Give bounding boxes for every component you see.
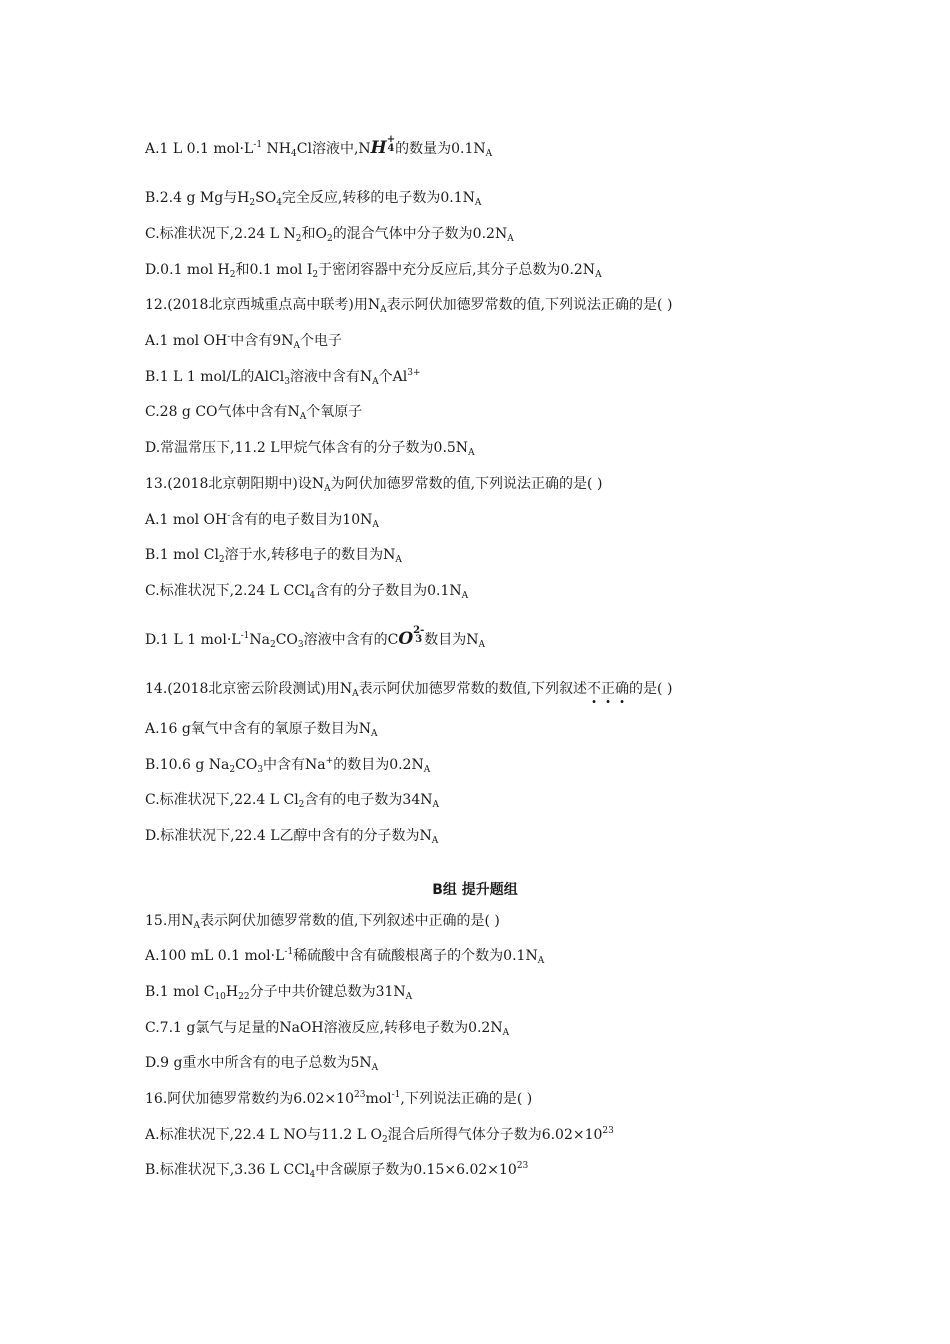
q16-option-a: A.标准状况下,22.4 L NO与11.2 L $O_2$混合后所得气体分子数为$6.02\times 10^{23}$ bbox=[145, 1126, 614, 1145]
q13-stem: 13.(2018北京朝阳期中)设$N_A$为阿伏加德罗常数的值,下列说法正确的是( ) bbox=[145, 476, 603, 494]
emphasis-char: 确 bbox=[615, 681, 630, 697]
q14-stem: 14.(2018北京密云阶段测试)用$N_A$表示阿伏加德罗常数的数值,下列叙述不正确的是( ) bbox=[145, 681, 673, 699]
q14-option-a: A.16 g氧气中含有的氧原子数目为$N_A$ bbox=[145, 721, 378, 739]
ammonium-ion-formula: H bbox=[370, 138, 387, 158]
q14-option-d: D.标准状况下,22.4 L乙醇中含有的分子数为$N_A$ bbox=[145, 828, 439, 846]
carbonate-ion-charge: 2- 3 bbox=[413, 625, 425, 645]
q11-option-a: A.1 L 0.1 $mol\cdot L^{-1}$ $NH_4Cl$溶液中,NH+ 4的数量为$0.1N_A$ bbox=[145, 134, 493, 159]
q11-option-d: D.0.1 mol $H_2$和0.1 mol $I_2$于密闭容器中充分反应后,其分子总数为$0.2N_A$ bbox=[145, 262, 602, 280]
q16-stem: 16.阿伏加德罗常数约为$6.02\times 10^{23}mol^{-1}$,下列说法正确的是( ) bbox=[145, 1090, 533, 1107]
carbonate-ion-formula: O bbox=[398, 629, 414, 649]
q11-option-c: C.标准状况下,2.24 L $N_2$和$O_2$的混合气体中分子数为$0.2N_A$ bbox=[145, 226, 514, 244]
q15-option-a: A.100 mL 0.1 $mol\cdot L^{-1}$稀硫酸中含有硫酸根离子的个数为$0.1N_A$ bbox=[145, 947, 545, 966]
q13-option-a: A.1 mol OH-含有的电子数目为$10N_A$ bbox=[145, 511, 379, 530]
q13-option-c: C.标准状况下,2.24 L CCl$_4$含有的分子数目为$0.1N_A$ bbox=[145, 583, 469, 601]
q14-option-c: C.标准状况下,22.4 L $Cl_2$含有的电子数为$34N_A$ bbox=[145, 792, 439, 810]
q15-option-c: C.7.1 g氯气与足量的NaOH溶液反应,转移电子数为$0.2N_A$ bbox=[145, 1020, 510, 1038]
q12-option-b: B.1 L 1 mol/L的AlCl$_3$溶液中含有$N_A$个$Al^{3+}$ bbox=[145, 368, 421, 387]
q13-option-b: B.1 mol $Cl_2$溶于水,转移电子的数目为$N_A$ bbox=[145, 547, 402, 565]
q12-option-c: C.28 g CO气体中含有$N_A$个氧原子 bbox=[145, 404, 363, 422]
q11-option-b: B.2.4 g Mg与$H_2SO_4$完全反应,转移的电子数为$0.1N_A$ bbox=[145, 190, 482, 208]
q12-option-a: A.1 mol OH-中含有$9N_A$个电子 bbox=[145, 332, 342, 351]
q14-option-b: B.10.6 g $Na_2CO_3$中含有Na+的数目为$0.2N_A$ bbox=[145, 756, 431, 775]
q16-option-b: B.标准状况下,3.36 L CCl$_4$中含碳原子数为$0.15\times 6.02\times 10^{23}$ bbox=[145, 1161, 529, 1180]
q12-option-d: D.常温常压下,11.2 L甲烷气体含有的分子数为$0.5N_A$ bbox=[145, 440, 475, 458]
ammonium-ion-charge: + 4 bbox=[386, 134, 396, 154]
q15-stem: 15.用$N_A$表示阿伏加德罗常数的值,下列叙述中正确的是( ) bbox=[145, 913, 500, 931]
q15-option-d: D.9 g重水中所含有的电子总数为$5N_A$ bbox=[145, 1055, 379, 1073]
emphasis-char: 不 bbox=[587, 681, 602, 697]
q13-option-d: D.1 L 1 $mol\cdot L^{-1}Na_2CO_3$溶液中含有的CO2- 3 数目为$N_A$ bbox=[145, 625, 486, 650]
q15-option-b: B.1 mol $C_{10}H_{22}$分子中共价键总数为$31N_A$ bbox=[145, 984, 413, 1002]
section-heading-b: B组 提升题组 bbox=[432, 882, 518, 898]
emphasis-char: 正 bbox=[601, 681, 616, 697]
q12-stem: 12.(2018北京西城重点高中联考)用$N_A$表示阿伏加德罗常数的值,下列说法正确的是( ) bbox=[145, 297, 673, 315]
